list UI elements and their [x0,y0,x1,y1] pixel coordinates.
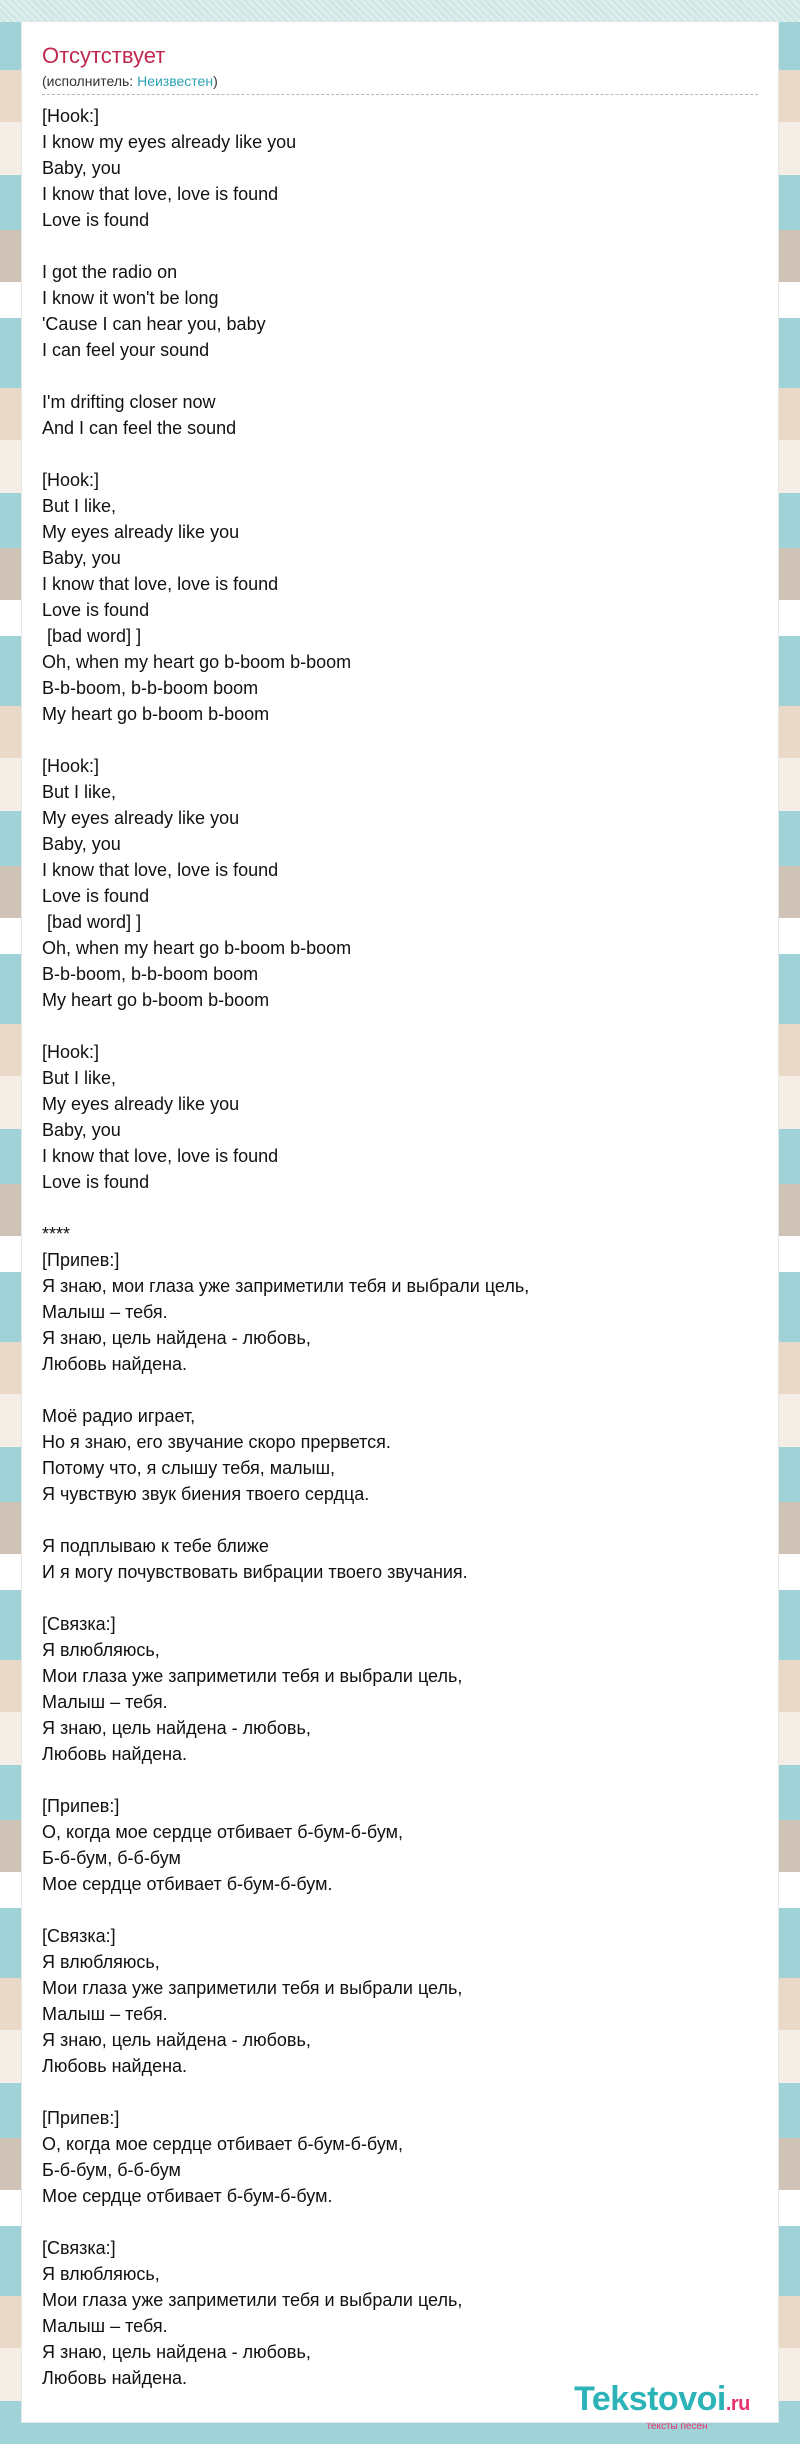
logo-tld: .ru [725,2393,750,2415]
site-logo[interactable] [552,2382,772,2433]
artist-prefix: (исполнитель: [42,73,138,89]
artist-line [42,72,758,90]
logo-wordmark [552,2382,772,2421]
lyrics-card [22,22,778,2422]
song-title: Отсутствует [42,43,166,68]
top-decorative-strip [0,0,800,22]
logo-tagline: тексты песен [646,2421,708,2432]
artist-link[interactable]: Неизвестен [137,73,214,89]
dashed-divider [42,94,758,95]
logo-main-text: Tekstovoi [574,2380,726,2418]
artist-suffix: ) [213,73,218,89]
lyrics-text: [Hook:] I know my eyes already like you Baby, you I know that love, love is found Love is found I got the radio on I know it won't be long 'Cause I can hear you, baby I can feel your sound I'm drifting closer now And I can feel the sound [Hook:] But I like, My eyes already like you Baby, you I know that love, love is found Love is found [bad word] ] Oh, when my heart go b-boom b-boom B-b-boom, b-b-boom boom My heart go b-boom b-boom [Hook:] But I like, My eyes already like you Baby, you I know that love, love is found Love is found [bad word] ] Oh, when my heart go b-boom b-boom B-b-boom, b-b-boom boom My heart go b-boom b-boom [Hook:] But I like, My eyes already like you Baby, you I know that love, love is found Love is found **** [Припев:] Я знаю, мои глаза уже заприметили тебя и выбрали цель, Малыш – тебя. Я знаю, цель найдена - любовь, Любовь найдена. Моё радио играет, Но я знаю, его звучание скоро прервется. Потому что, я слышу тебя, малыш, Я чувствую звук биения твоего сердца. Я подплываю к тебе ближе И я могу почувствовать вибрации твоего звучания. [Связка:] Я влюбляюсь, Мои глаза уже заприметили тебя и выбрали цель, Малыш – тебя. Я знаю, цель найдена - любовь, Любовь найдена. [Припев:] О, когда мое сердце отбивает б-бум-б-бум, Б-б-бум, б-б-бум Мое сердце отбивает б-бум-б-бум. [Связка:] Я влюбляюсь, Мои глаза уже заприметили тебя и выбрали цель, Малыш – тебя. Я знаю, цель найдена - любовь, Любовь найдена. [Припев:] О, когда мое сердце отбивает б-бум-б-бум, Б-б-бум, б-б-бум Мое сердце отбивает б-бум-б-бум. [Связка:] Я влюбляюсь, Мои глаза уже заприметили тебя и выбрали цель, Малыш – тебя. Я знаю, цель найдена - любовь, Любовь найдена. [42,106,530,2388]
